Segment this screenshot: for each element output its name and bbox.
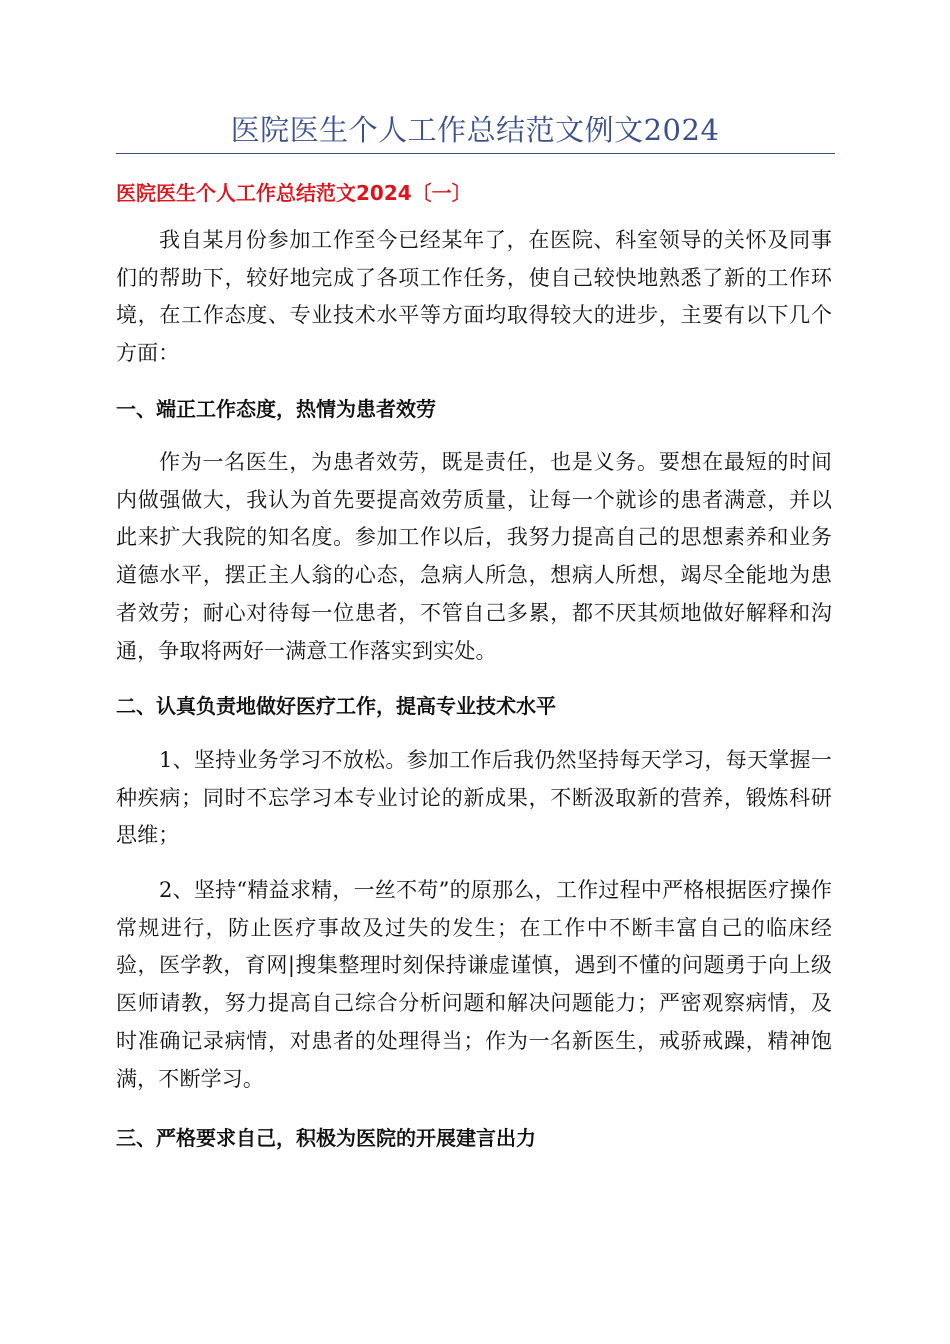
heading-self-discipline: 三、严格要求自己，积极为医院的开展建言出力: [116, 1126, 536, 1150]
intro-paragraph: 我自某月份参加工作至今已经某年了，在医院、科室领导的关怀及同事们的帮助下，较好地完成了各项工作任务，使自己较快地熟悉了新的工作环境，在工作态度、专业技术水平等方面均取得较大的进步，主要有以下几个方面：: [116, 228, 832, 366]
document-title: 医院医生个人工作总结范文例文2024: [230, 113, 720, 147]
title-underline: [116, 153, 835, 154]
paragraph-attitude: 作为一名医生，为患者效劳，既是责任，也是义务。要想在最短的时间内做强做大，我认为首先要提高效劳质量，让每一个就诊的患者满意，并以此来扩大我院的知名度。参加工作以后，我努力提高自己的思想素养和业务道德水平，摆正主人翁的心态，急病人所急，想病人所想，竭尽全能地为患者效劳；耐心对待每一位患者，不管自己多累，都不厌其烦地做好解释和沟通，争取将两好一满意工作落实到实处。: [116, 450, 832, 663]
heading-attitude: 一、端正工作态度，热情为患者效劳: [116, 397, 436, 421]
paragraph-precision: 2、坚持“精益求精，一丝不苟”的原那么，工作过程中严格根据医疗操作常规进行，防止医疗事故及过失的发生；在工作中不断丰富自己的临床经验，医学教，育网|搜集整理时刻保持谦虚谨慎，遇到不懂的问题勇于向上级医师请教，努力提高自己综合分析问题和解决问题能力；严密观察病情，及时准确记录病情，对患者的处理得当；作为一名新医生，戒骄戒躁，精神饱满，不断学习。: [116, 878, 832, 1091]
section-title: 医院医生个人工作总结范文2024〔一〕: [116, 181, 472, 205]
paragraph-study: 1、坚持业务学习不放松。参加工作后我仍然坚持每天学习，每天掌握一种疾病；同时不忘学习本专业讨论的新成果，不断汲取新的营养，锻炼科研思维；: [116, 748, 832, 848]
heading-medical-work: 二、认真负责地做好医疗工作，提高专业技术水平: [116, 694, 556, 718]
